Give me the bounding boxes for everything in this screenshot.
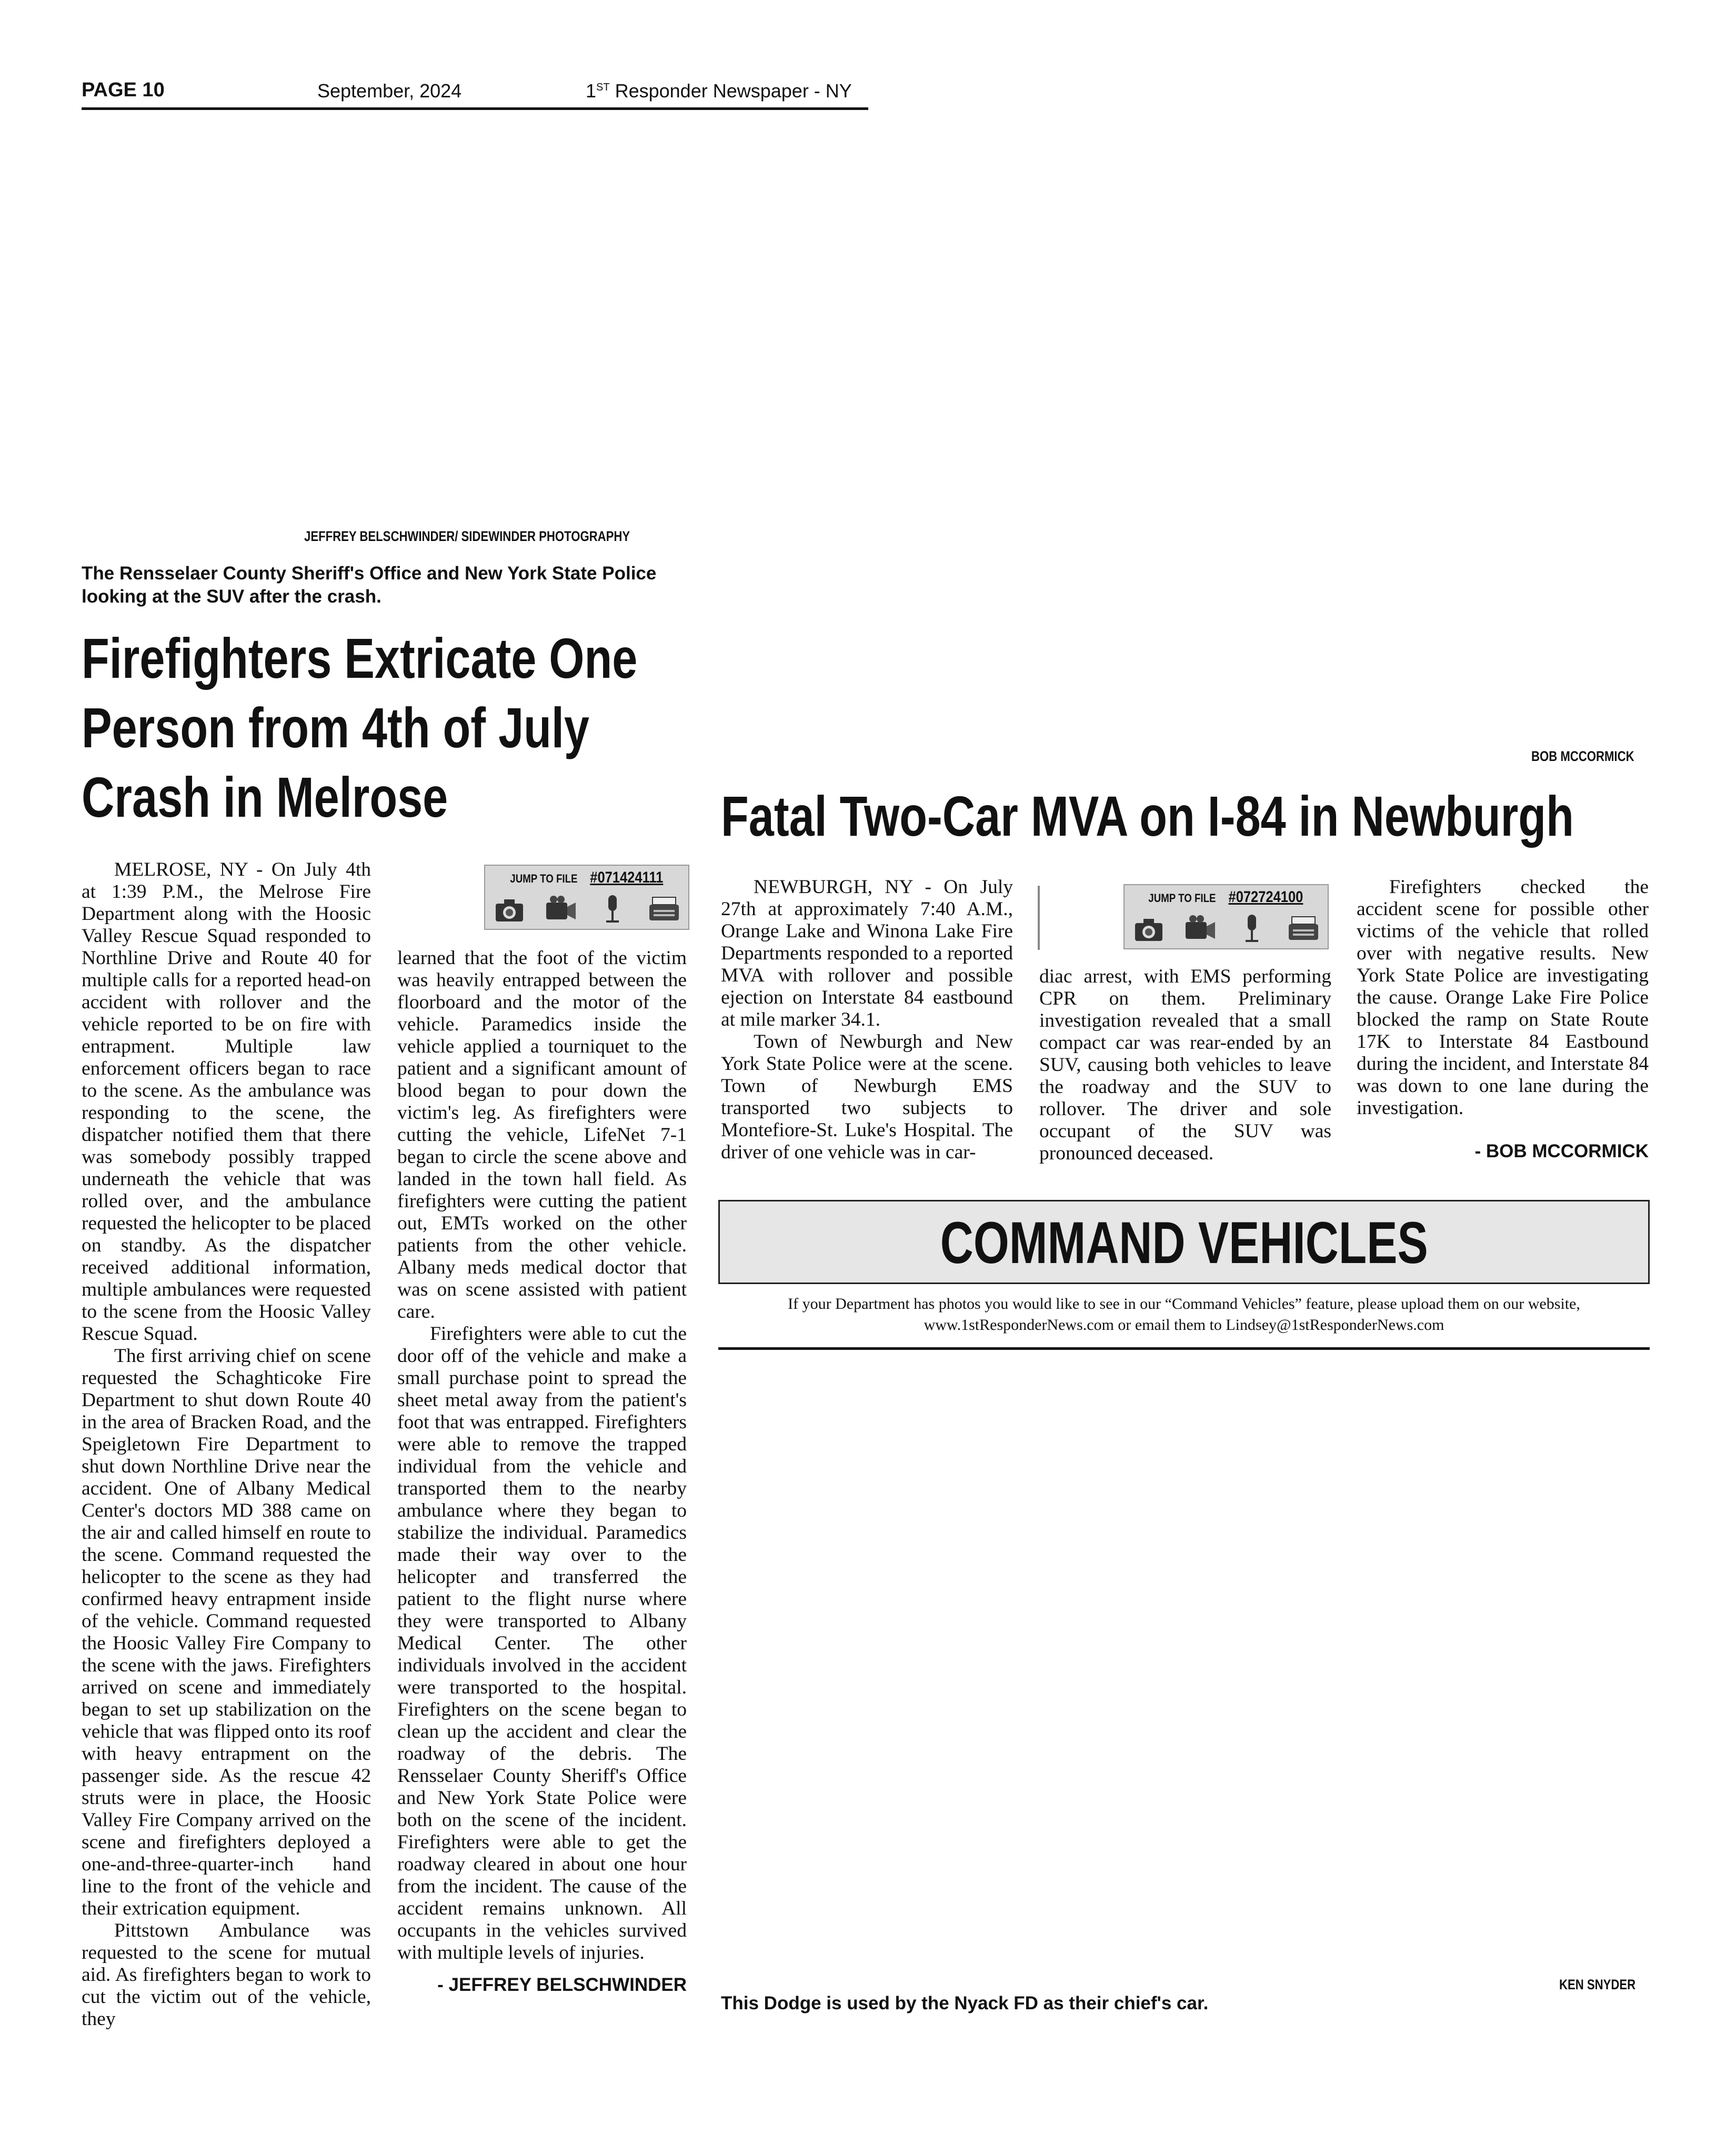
microphone-icon — [1235, 913, 1269, 944]
article-headline: Fatal Two-Car MVA on I-84 in Newburgh — [721, 784, 1574, 848]
feature-note: If your Department has photos you would like to see in our “Command Vehicles” feature, please upload them on our website, www.1stResponderNews.com or email them to Lindsey@1stResponderNews.com — [788, 1295, 1580, 1334]
camera-icon — [1132, 913, 1166, 944]
article-byline: - JEFFREY BELSCHWINDER — [437, 1975, 687, 1995]
feature-rule — [718, 1347, 1650, 1350]
microphone-icon — [596, 893, 629, 925]
feature-title: COMMAND VEHICLES — [940, 1210, 1428, 1276]
newspaper-name: 1ST Responder Newspaper - NY — [586, 80, 852, 102]
video-camera-icon — [544, 893, 578, 925]
header-rule — [82, 107, 868, 110]
photo-credit: JEFFREY BELSCHWINDER/ SIDEWINDER PHOTOGRAPHY — [304, 528, 630, 544]
article-column: diac arrest, with EMS performing CPR on them. Preliminary investigation revealed that a small compact car was rear-ended by an SUV, causing both vehicles to leave the roadway and the SUV to rollover. The driver and sole occupant of the SUV was pronounced deceased. — [1039, 966, 1331, 1164]
typewriter-icon — [647, 893, 681, 925]
column-rule — [1038, 886, 1040, 950]
article-byline: - BOB MCCORMICK — [1474, 1141, 1649, 1161]
jump-to-file-link[interactable]: JUMP TO FILE#071424111 — [484, 865, 689, 930]
article-column: MELROSE, NY - On July 4th at 1:39 P.M., the Melrose Fire Department along with the Hoosic Valley Rescue Squad responded to Northline Drive and Route 40 for multiple calls for a reported head-on accident with rollover and the vehicle reported to be on fire with entrapment. Multiple law enforcement officers began to race to the scene. As the ambulance was responding to the scene, the dispatcher notified them that there was somebody possibly trapped underneath the vehicle that was rolled over, and the ambulance requested the helicopter to be placed on standby. As the dispatcher received additional information, multiple ambulances were requested to the scene from the Hoosic Valley Rescue Squad. The first arriving chief on scene requested the Schaghticoke Fire Department to shut down Route 40 in the area of Bracken Road, and the Speigletown Fire Department to shut down Northline Drive near the accident. One of Albany Medical Center's doctors MD 388 came on the air and called himself en route to the scene. Command requested the helicopter to the scene as they had confirmed heavy entrapment inside of the vehicle. Command requested the Hoosic Valley Fire Company to the scene with the jaws. Firefighters arrived on scene and immediately began to set up stabilization on the vehicle that was flipped onto its roof with heavy entrapment on the passenger side. As the rescue 42 struts were in place, the Hoosic Valley Fire Company arrived on the scene and firefighters deployed a one-and-three-quarter-inch hand line to the front of the vehicle and their extrication equipment. Pittstown Ambulance was requested to the scene for mutual aid. As firefighters began to work to cut the victim out of the vehicle, they — [82, 859, 371, 2030]
article-column: Firefighters checked the accident scene for possible other victims of the vehicle that rolled over with negative results. New York State Police are investigating the cause. Orange Lake Fire Police blocked the ramp on State Route 17K to Interstate 84 Eastbound during the incident, and Interstate 84 was down to one lane during the investigation. — [1357, 876, 1649, 1119]
photo-caption: This Dodge is used by the Nyack FD as their chief's car. — [721, 1993, 1209, 2013]
page-number: PAGE 10 — [82, 79, 165, 101]
photo-credit: BOB MCCORMICK — [1531, 748, 1634, 764]
jump-file-number[interactable]: #071424111 — [589, 869, 663, 886]
photo-credit: KEN SNYDER — [1559, 1977, 1636, 1992]
photo-caption: The Rensselaer County Sheriff's Office and New York State Police looking at the SUV after the crash. — [82, 563, 657, 607]
article-column: NEWBURGH, NY - On July 27th at approximately 7:40 A.M., Orange Lake and Winona Lake Fire Departments responded to a reported MVA with rollover and possible ejection on Interstate 84 eastbound at mile marker 34.1. Town of Newburgh and New York State Police were at the scene. Town of Newburgh EMS transported two subjects to Montefiore-St. Luke's Hospital. The driver of one vehicle was in car- — [721, 876, 1013, 1163]
jump-file-number[interactable]: #072724100 — [1228, 888, 1303, 906]
article-column: learned that the foot of the victim was heavily entrapped between the floorboard and the motor of the vehicle. Paramedics inside the vehicle applied a tourniquet to the patient and a significant amount of blood began to pour down the victim's leg. As firefighters were cutting the vehicle, LifeNet 7-1 began to circle the scene above and landed in the town hall field. As firefighters were cutting the patient out, EMTs worked on the other patients from the other vehicle. Albany meds medical doctor that was on scene assisted with patient care. Firefighters were able to cut the door off of the vehicle and make a small purchase point to spread the sheet metal away from the patient's foot that was entrapped. Firefighters were able to remove the trapped individual from the vehicle and transported them to the nearby ambulance where they began to stabilize the individual. Paramedics made their way over to the helicopter and transferred the patient to the flight nurse where they were transported to Albany Medical Center. The other individuals involved in the accident were transported to the hospital. Firefighters on the scene began to clean up the accident and clear the roadway of the debris. The Rensselaer County Sheriff's Office and New York State Police were both on the scene of the incident. Firefighters were able to get the roadway cleared in about one hour from the incident. The cause of the accident remains unknown. All occupants in the vehicles survived with multiple levels of injuries. — [397, 947, 687, 1963]
jump-to-file-link[interactable]: JUMP TO FILE#072724100 — [1123, 884, 1329, 949]
command-vehicles-banner — [718, 1200, 1650, 1284]
typewriter-icon — [1287, 913, 1320, 944]
camera-icon — [493, 893, 526, 925]
video-camera-icon — [1183, 913, 1217, 944]
article-headline: Firefighters Extricate One Person from 4th of July Crash in Melrose — [82, 626, 638, 829]
issue-date: September, 2024 — [317, 80, 462, 102]
